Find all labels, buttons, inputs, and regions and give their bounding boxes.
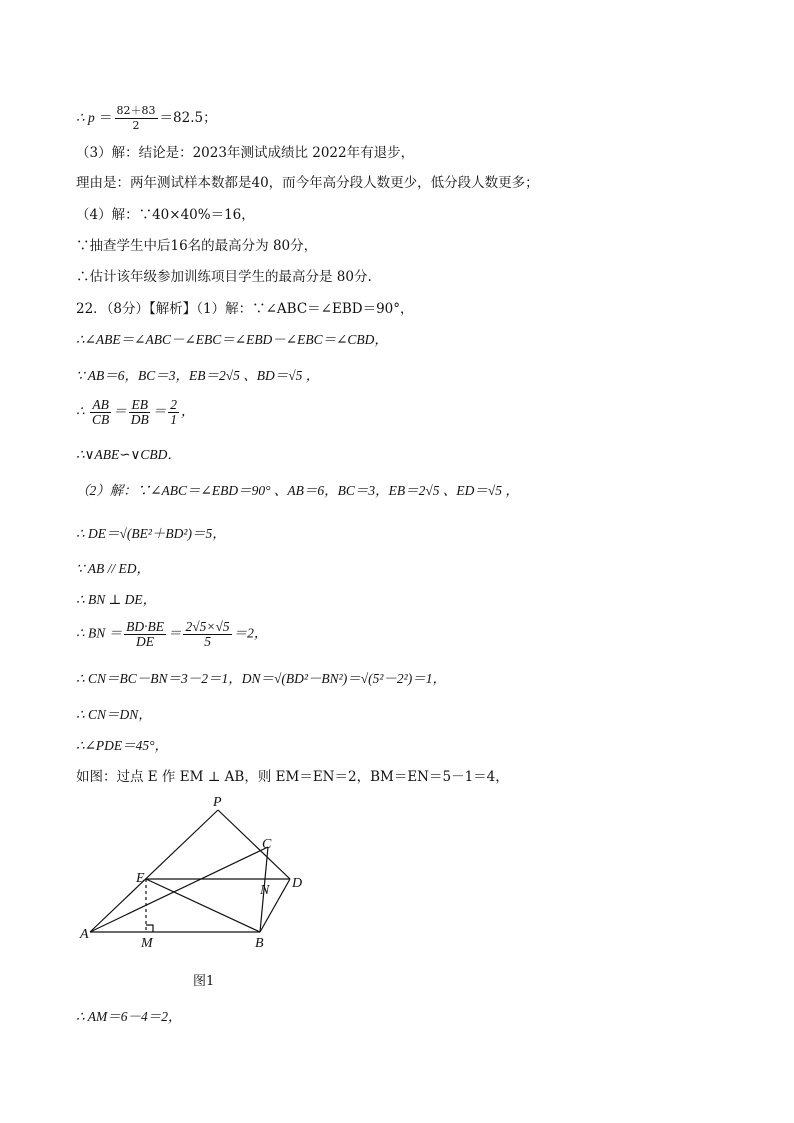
- label-b: B: [255, 936, 264, 951]
- line-bn: ∴ BN ＝ $\frac{BD\cdot BE}{DE}$ ＝ $\frac{2√5\times√5}{5}$ ＝2，: [76, 619, 268, 649]
- line-cn-dn: ∴ CN＝BC－BN＝3－2＝1，DN＝√(BD²－BN²)＝√(5²－2²)＝1，: [76, 671, 446, 686]
- line-4-calc: （4）解：∵40×40%＝16，: [76, 207, 255, 223]
- right-angle-mark: [146, 925, 153, 932]
- geometry-figure: [78, 792, 318, 962]
- line-angle-pde: ∴∠PDE＝45°，: [76, 738, 169, 753]
- line-3-conclusion: （3）解：结论是：2023年测试成绩比 2022年有退步，: [76, 145, 415, 161]
- segment-ac: [90, 847, 268, 932]
- line-de: ∴ DE＝√(BE²＋BD²)＝5，: [76, 526, 226, 541]
- line-construction: 如图：过点 E 作 EM ⊥ AB，则 EM＝EN＝2，BM＝EN＝5－1＝4，: [76, 769, 509, 785]
- label-m: M: [141, 936, 153, 951]
- fraction-eb-db: $\frac{EB}{DB}$: [130, 397, 149, 427]
- figure-caption: 图1: [193, 974, 215, 989]
- line-similar: ∴∨ABE∽∨CBD．: [76, 447, 181, 462]
- label-n: N: [260, 883, 270, 898]
- label-e: E: [136, 871, 145, 886]
- line-perpendicular: ∴ BN ⊥ DE，: [76, 592, 157, 607]
- line-lengths: ∵ AB＝6，BC＝3，EB＝2√5 、BD＝√5 ，: [76, 368, 320, 383]
- fraction-bd-be-de: $\frac{BD\cdot BE}{DE}$: [126, 619, 164, 649]
- fraction-p: $\frac{82+83}{2}$: [116, 104, 156, 132]
- fraction-2-1: $\frac{2}{1}$: [170, 397, 177, 427]
- segment-ap: [90, 810, 218, 932]
- line-am: ∴ AM＝6－4＝2，: [76, 1009, 182, 1024]
- fraction-numeric: $\frac{2√5\times√5}{5}$: [185, 619, 230, 649]
- label-d: D: [292, 876, 303, 891]
- segment-pd: [218, 810, 290, 879]
- line-22-heading: 22．（8分）【解析】（1）解：∵∠ABC＝∠EBD＝90°，: [76, 301, 414, 317]
- line-4-because: ∵抽查学生中后16名的最高分为 80分，: [76, 238, 318, 254]
- line-4-conclusion: ∴估计该年级参加训练项目学生的最高分是 80分.: [76, 269, 372, 285]
- line-p-value: ∴ p ＝ $\frac{82+83}{2}$ ＝82.5；: [76, 104, 217, 132]
- line-2-given: （2）解：∵∠ABC＝∠EBD＝90° 、AB＝6，BC＝3，EB＝2√5 、ED＝√5 ，: [76, 483, 519, 498]
- line-ratio: ∴ $\frac{AB}{CB}$ ＝ $\frac{EB}{DB}$ ＝ $\frac{2}{1}$ ，: [76, 397, 195, 427]
- line-cn-eq-dn: ∴ CN＝DN，: [76, 707, 152, 722]
- segment-eb: [146, 879, 260, 932]
- line-angle-equality: ∴∠ABE＝∠ABC－∠EBC＝∠EBD－∠EBC＝∠CBD，: [76, 332, 388, 347]
- label-p: P: [213, 795, 222, 810]
- line-parallel: ∵ AB // ED，: [76, 561, 150, 576]
- label-a: A: [80, 927, 89, 942]
- label-c: C: [262, 837, 272, 852]
- fraction-ab-cb: $\frac{AB}{CB}$: [91, 397, 110, 427]
- line-3-reason: 理由是：两年测试样本数都是40，而今年高分段人数更少，低分段人数更多；: [76, 175, 539, 191]
